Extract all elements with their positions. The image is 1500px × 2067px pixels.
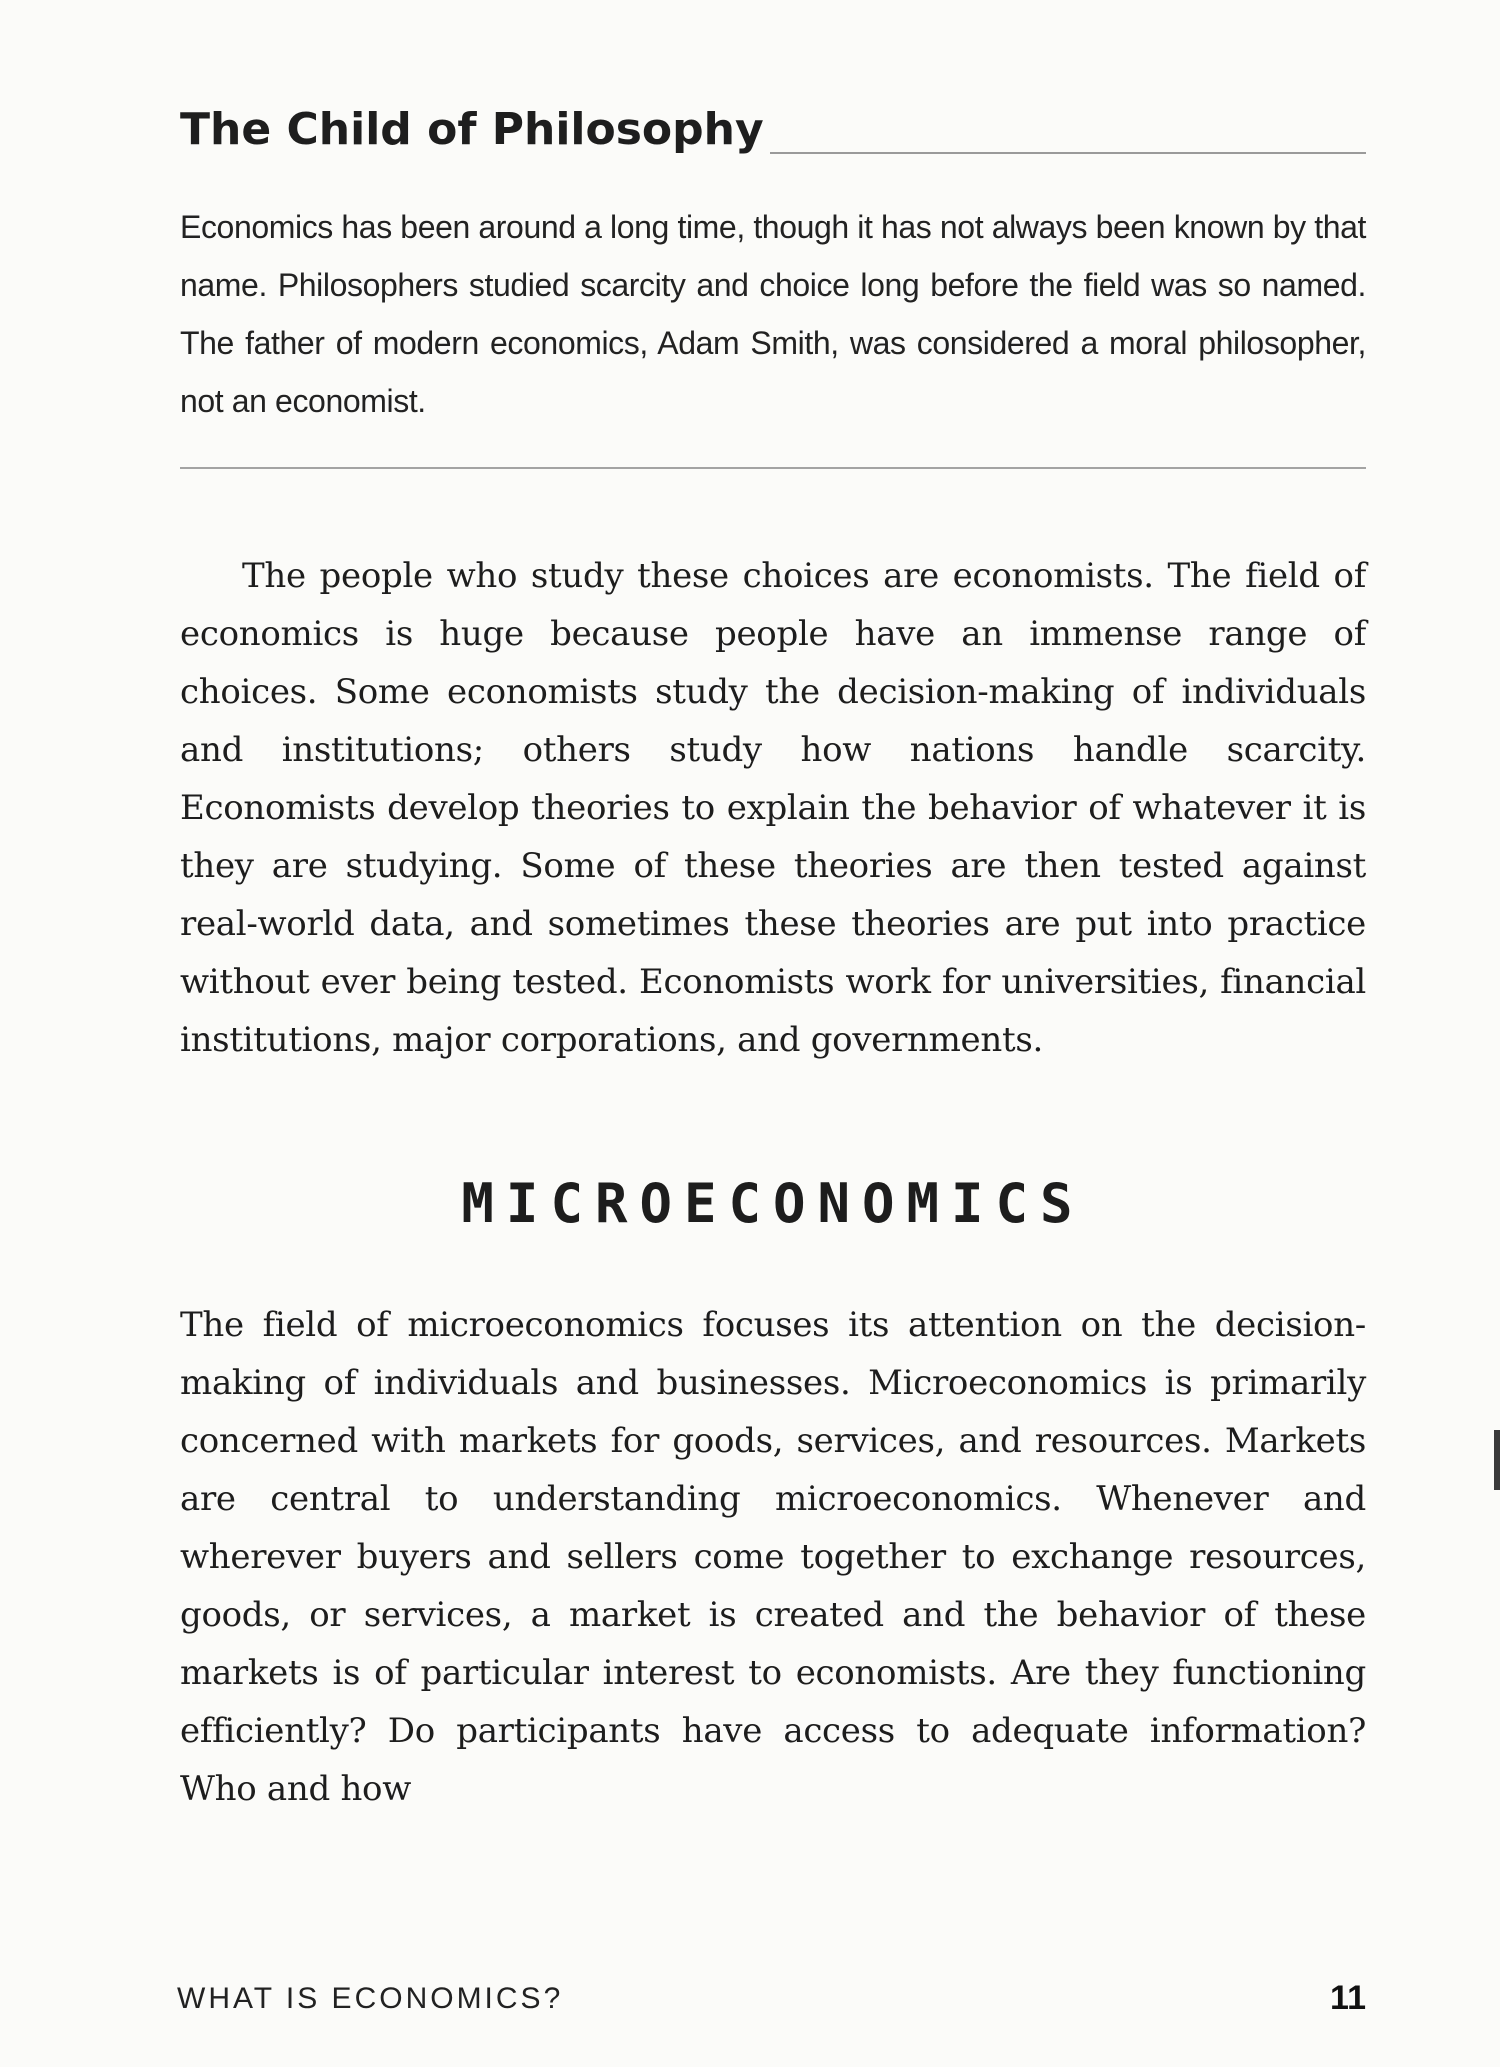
scan-edge-mark bbox=[1494, 1430, 1500, 1490]
body-paragraph: The people who study these choices are economists. The field of economics is huge because people have an immense range of choices. Some economists study the decision-making of individuals and institutions; others study how nations handle scarcity. Economists develop theories to explain the behavior of whatever it is they are studying. Some of these theories are then tested against real-world data, and sometimes these theories are put into practice without ever being tested. Economists work for universities, financial institutions, major corporations, and governments. bbox=[180, 556, 1366, 1060]
running-footer-title: WHAT IS ECONOMICS? bbox=[177, 1982, 564, 2015]
sidebar-title: The Child of Philosophy bbox=[180, 104, 770, 156]
section-heading: MICROECONOMICS bbox=[461, 1172, 1085, 1235]
page-number: 11 bbox=[1330, 1979, 1366, 2017]
sidebar-header bbox=[180, 100, 1366, 160]
sidebar-bottom-rule bbox=[180, 467, 1366, 469]
body-paragraph: The field of microeconomics focuses its attention on the decision-making of individuals and businesses. Microeconomics is primarily concerned with markets for goods, services, and resources. Markets are central to understanding microeconomics. Whenever and wherever buyers and sellers come together to exchange resources, goods, or services, a market is created and the behavior of these markets is of particular interest to economists. Are they functioning efficiently? Do participants have access to adequate information? Who and how bbox=[180, 1305, 1366, 1809]
sidebar-body: Economics has been around a long time, though it has not always been known by that name. Philosophers studied scarcity and choice long before the field was so named. The father of modern economics, Adam Smith, was considered a moral philosopher, not an economist. bbox=[180, 209, 1366, 419]
